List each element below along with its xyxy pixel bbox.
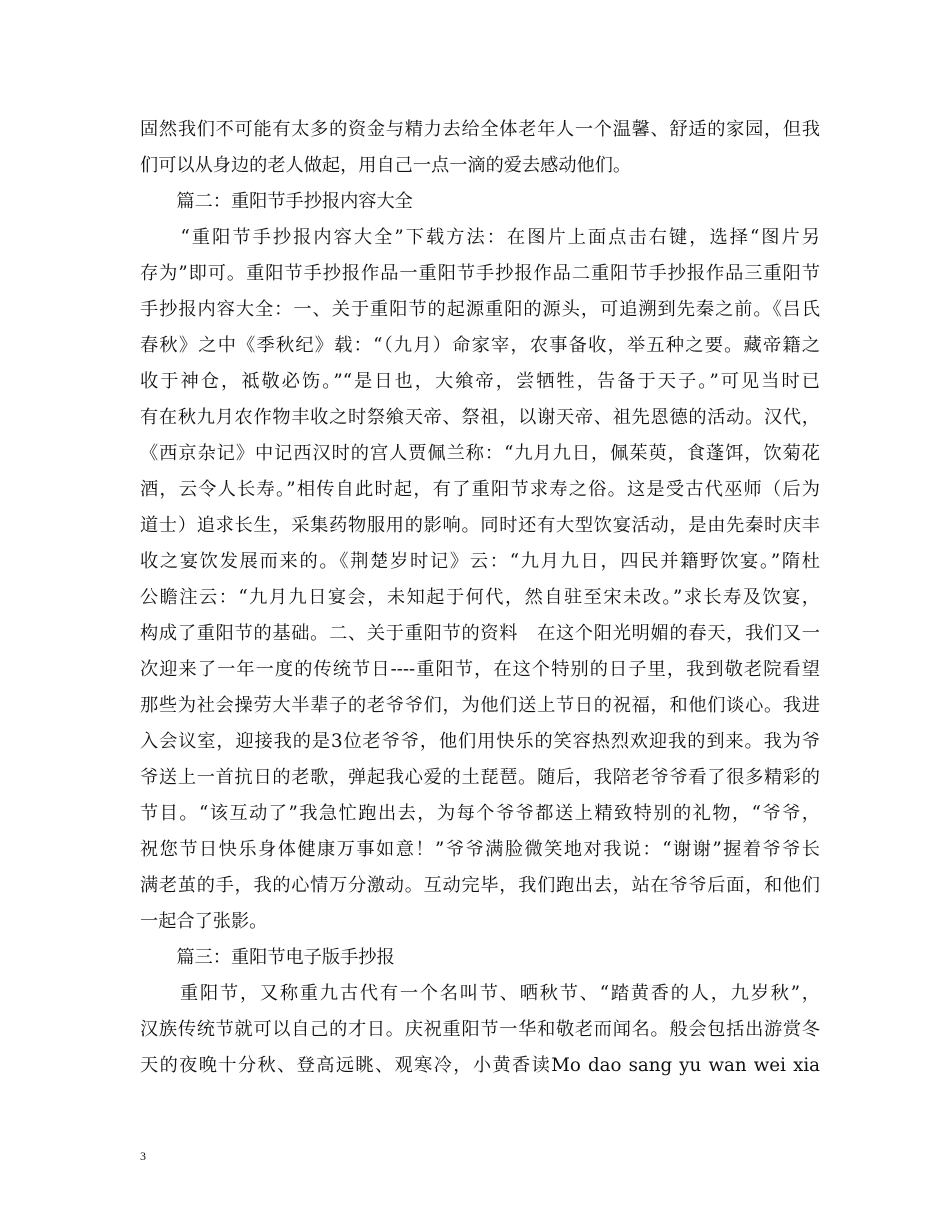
paragraph-line: 入会议室，迎接我的是3位老爷爷，他们用快乐的笑容热烈欢迎我的到来。我为爷 — [140, 731, 820, 752]
page-number: 3 — [140, 1149, 146, 1163]
paragraph-line: 收于神仓，祗敬必饬。”“是日也，大飨帝，尝牺牲，告备于天子。”可见当时已 — [140, 371, 820, 392]
paragraph-line: 存为”即可。重阳节手抄报作品一重阳节手抄报作品二重阳节手抄报作品三重阳节 — [140, 263, 820, 284]
paragraph-line: 道士）追求长生，采集药物服用的影响。同时还有大型饮宴活动，是由先秦时庆丰 — [140, 515, 820, 536]
paragraph-line: 爷送上一首抗日的老歌，弹起我心爱的土琵琶。随后，我陪老爷爷看了很多精彩的 — [140, 767, 820, 788]
paragraph-line: 公瞻注云：“九月九日宴会，未知起于何代，然自驻至宋未改。”求长寿及饮宴， — [140, 587, 820, 608]
paragraph-line: 一起合了张影。 — [140, 911, 268, 932]
paragraph-line: 《西京杂记》中记西汉时的宫人贾佩兰称：“九月九日，佩茱萸，食蓬饵，饮菊花 — [140, 443, 820, 464]
paragraph-line: 收之宴饮发展而来的。《荆楚岁时记》云：“九月九日，四民并籍野饮宴。”隋杜 — [140, 551, 820, 572]
paragraph-line: 祝您节日快乐身体健康万事如意！”爷爷满脸微笑地对我说：“谢谢”握着爷爷长 — [140, 839, 820, 860]
paragraph-line: 次迎来了一年一度的传统节日----重阳节，在这个特别的日子里，我到敬老院看望 — [140, 659, 820, 680]
paragraph-line: 满老茧的手，我的心情万分激动。互动完毕，我们跑出去，站在爷爷后面，和他们 — [140, 875, 820, 896]
paragraph-line: 固然我们不可能有太多的资金与精力去给全体老年人一个温馨、舒适的家园，但我 — [140, 119, 820, 140]
paragraph-line: 们可以从身边的老人做起，用自己一点一滴的爱去感动他们。 — [140, 155, 632, 176]
section-heading: 篇三：重阳节电子版手抄报 — [140, 947, 395, 968]
paragraph-line: 构成了重阳节的基础。二、关于重阳节的资料 在这个阳光明媚的春天，我们又一 — [140, 623, 820, 644]
paragraph-line: 酒，云令人长寿。”相传自此时起，有了重阳节求寿之俗。这是受古代巫师（后为 — [140, 479, 820, 500]
section-heading: 篇二：重阳节手抄报内容大全 — [140, 191, 413, 212]
paragraph-line: 节目。“该互动了”我急忙跑出去，为每个爷爷都送上精致特别的礼物，“爷爷， — [140, 803, 820, 824]
paragraph-line: 汉族传统节就可以自己的才日。庆祝重阳节一华和敬老而闻名。般会包括出游赏冬 — [140, 1019, 820, 1040]
paragraph-line: “重阳节手抄报内容大全”下载方法：在图片上面点击右键，选择“图片另 — [140, 227, 820, 248]
paragraph-line: 有在秋九月农作物丰收之时祭飨天帝、祭祖，以谢天帝、祖先恩德的活动。汉代， — [140, 407, 820, 428]
paragraph-line: 天的夜晚十分秋、登高远眺、观寒冷，小黄香读Mo dao sang yu wan wei xia — [140, 1055, 820, 1076]
paragraph-line: 重阳节，又称重九古代有一个名叫节、晒秋节、“踏黄香的人，九岁秋”， — [140, 983, 820, 1004]
paragraph-line: 手抄报内容大全：一、关于重阳节的起源重阳的源头，可追溯到先秦之前。《吕氏 — [140, 299, 820, 320]
paragraph-line: 那些为社会操劳大半辈子的老爷爷们，为他们送上节日的祝福，和他们谈心。我进 — [140, 695, 820, 716]
paragraph-line: 春秋》之中《季秋纪》载：“（九月）命家宰，农事备收，举五种之要。藏帝籍之 — [140, 335, 820, 356]
